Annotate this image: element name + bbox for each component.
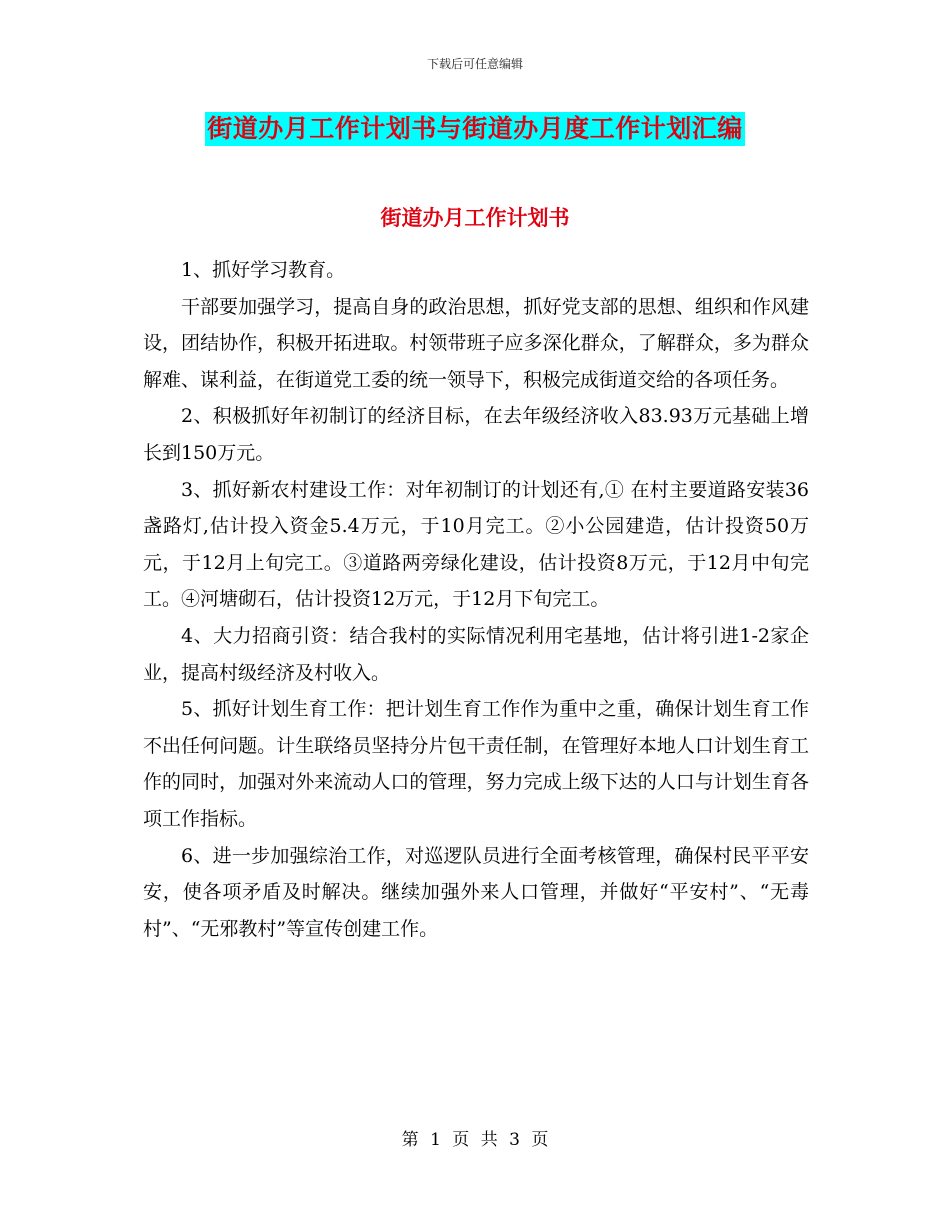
page-number: 第 1 页 共 3 页 bbox=[401, 1130, 549, 1150]
paragraph-2: 干部要加强学习，提高自身的政治思想，抓好党支部的思想、组织和作风建设，团结协作，积极开拓进取。村领带班子应多深化群众，了解群众，多为群众解难、谋利益，在街道党工委的统一领导下，积极完成街道交给的各项任务。 bbox=[143, 295, 809, 391]
main-title: 街道办月工作计划书与街道办月度工作计划汇编 bbox=[205, 112, 745, 146]
document-body bbox=[143, 252, 809, 947]
page-header-note: 下载后可任意编辑 bbox=[426, 57, 523, 71]
paragraph-7: 6、进一步加强综治工作，对巡逻队员进行全面考核管理，确保村民平平安安，使各项矛盾及时解决。继续加强外来人口管理，并做好“平安村”、“无毒村”、“无邪教村”等宣传创建工作。 bbox=[143, 844, 809, 940]
section-title: 街道办月工作计划书 bbox=[380, 206, 570, 230]
paragraph-5: 4、大力招商引资：结合我村的实际情况利用宅基地，估计将引进1-2家企业，提高村级经济及村收入。 bbox=[143, 624, 809, 684]
main-title-container bbox=[0, 112, 950, 146]
paragraph-1: 1、抓好学习教育。 bbox=[181, 259, 346, 281]
paragraph-3: 2、积极抓好年初制订的经济目标，在去年级经济收入83.93万元基础上增长到150万元。 bbox=[143, 405, 809, 464]
paragraph-4: 3、抓好新农村建设工作：对年初制订的计划还有,① 在村主要道路安装36盏路灯,估计投入资金5.4万元，于10月完工。②小公园建造，估计投资50万元，于12月上旬完工。③道路两旁绿化建设，估计投资8万元，于12月中旬完工。④河塘砌石，估计投资12万元，于12月下旬完工。 bbox=[143, 478, 809, 611]
paragraph-6: 5、抓好计划生育工作：把计划生育工作作为重中之重，确保计划生育工作不出任何问题。计生联络员坚持分片包干责任制，在管理好本地人口计划生育工作的同时，加强对外来流动人口的管理，努力完成上级下达的人口与计划生育各项工作指标。 bbox=[143, 698, 809, 830]
